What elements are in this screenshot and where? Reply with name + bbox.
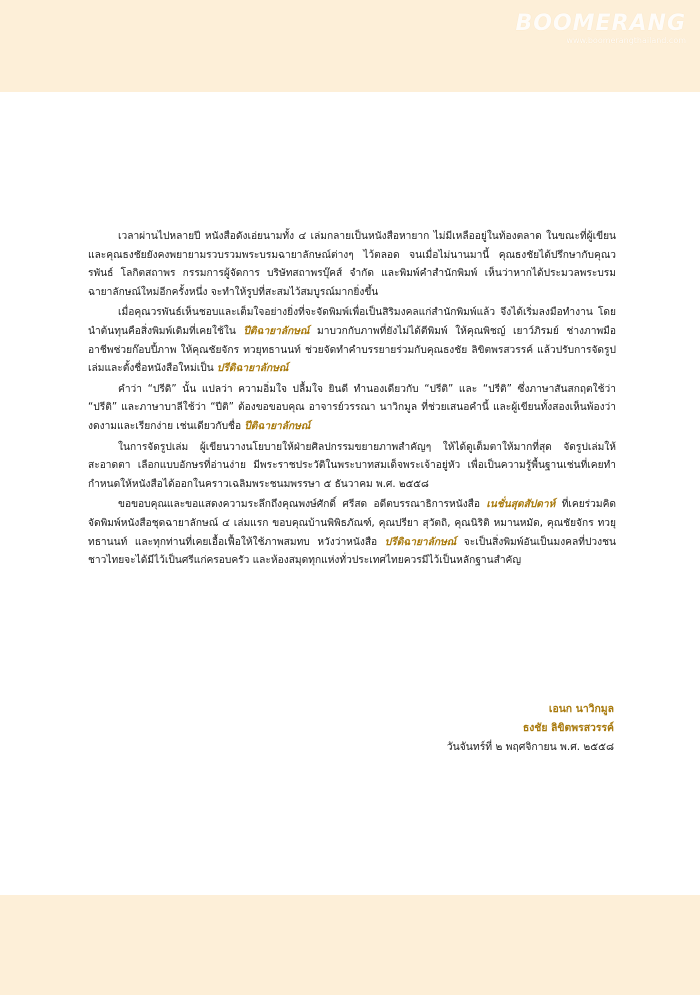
book-title-piti-2: ปีติฉายาลักษณ์ bbox=[244, 420, 311, 432]
book-title-preedi-2: ปรีดิฉายาลักษณ์ bbox=[384, 536, 457, 548]
book-title-piti: ปีติฉายาลักษณ์ bbox=[243, 325, 310, 337]
signature-date: วันจันทร์ที่ ๒ พฤศจิกายน พ.ศ. ๒๕๕๘ bbox=[446, 741, 614, 753]
watermark-logo: BOOMERANG bbox=[515, 11, 686, 36]
paragraph-2-text-b: มาบวกกับภาพที่ยังไม่ได้ตีพิมพ์ ให้คุณพิชญ์ เยาว์ภิรมย์ ช่างภาพมืออาชีพช่วยก๊อบปี้ภาพ ให้คุณชัยจักร ทวยุทธานนท์ ช่วยจัดทำคำบรรยายร่วมกับคุณธงชัย ลิขิตพรสวรรค์ แล้วปรับการจัดรูปเล่มและตั้งชื่อหนังสือใหม่เป็น bbox=[88, 325, 616, 375]
watermark-url: www.boomerangthailand.com bbox=[566, 36, 686, 45]
paragraph-2 bbox=[88, 304, 616, 378]
paragraph-2-text-a: เมื่อคุณวรพันธ์เห็นชอบและเต็มใจอย่างยิ่งที่จะจัดพิมพ์เพื่อเป็นสิริมงคลแก่สำนักพิมพ์แล้ว จึงได้เริ่มลงมือทำงาน โดยนำต้นทุนคือสิ่งพิมพ์เดิมที่เคยใช้ใน bbox=[88, 307, 616, 337]
paragraph-5-text-b: ที่เคยร่วมคิดจัดพิมพ์หนังสือชุดฉายาลักษณ์ ๔ เล่มแรก ขอบคุณบ้านพิพิธภัณฑ์, คุณปรียา สุวัตถิ, คุณนิริติ หมานหมัด, คุณชัยจักร ทวยุทธานนท์ และทุกท่านที่เคยเอื้อเฟื้อให้ใช้ภาพสมทบ หวังว่าหนังสือ bbox=[88, 499, 617, 548]
paragraph-5 bbox=[88, 496, 616, 570]
bottom-band bbox=[0, 895, 700, 995]
foreword-text bbox=[88, 228, 616, 571]
signature-block bbox=[447, 700, 614, 757]
paragraph-4-text: ในการจัดรูปเล่ม ผู้เขียนวางนโยบายให้ฝ่ายศิลปกรรมขยายภาพสำคัญๆ ให้ได้ดูเต็มตาให้มากที่สุด จัดรูปเล่มให้สะอาดตา เลือกแบบอักษรที่อ่านง่าย มีพระราชประวัติในพระบาทสมเด็จพระเจ้าอยู่หัว เพื่อเป็นความรู้พื้นฐานเช่นที่เคยทำ กำหนดให้หนังสือได้ออกในคราวเฉลิมพระชนมพรรษา ๕ ธันวาคม พ.ศ. ๒๕๕๘ bbox=[88, 441, 616, 490]
paragraph-5-text-a: ขอขอบคุณและขอแสดงความระลึกถึงคุณพงษ์ศักดิ์ ศรีสด อดีตบรรณาธิการหนังสือ bbox=[118, 499, 481, 511]
paragraph-3-text: คำว่า “ปรีดิ” นั้น แปลว่า ความอิ่มใจ ปลื้มใจ ยินดี ทำนองเดียวกับ “ปรีติ” และ “ปรีติ” ซึ่งภาษาสันสกฤตใช้ว่า “ปรีติ” และภาษาบาลีใช้ว่า “ปีติ” ต้องขอขอบคุณ อาจารย์วรรณา นาวิกมูล ที่ช่วยเสนอคำนี้ และผู้เขียนทั้งสองเห็นพ้องว่างดงามและเรียกง่าย เช่นเดียวกับชื่อ bbox=[88, 383, 616, 432]
magazine-title: เนชั่นสุดสัปดาห์ bbox=[486, 499, 556, 511]
book-title-preedi: ปรีดิฉายาลักษณ์ bbox=[216, 363, 289, 375]
paragraph-5-text-c: จะเป็นสิ่งพิมพ์อันเป็นมงคลที่ปวงชนชาวไทยจะได้มีไว้เป็นศรีแก่ครอบครัว และห้องสมุดทุกแห่งทั่วประเทศไทยควรมีไว้เป็นหลักฐานสำคัญ bbox=[88, 536, 616, 567]
author-name-2: ธงชัย ลิขิตพรสวรรค์ bbox=[522, 722, 614, 734]
paragraph-4 bbox=[88, 439, 616, 495]
paragraph-1-text: เวลาผ่านไปหลายปี หนังสือดังเอ่ยนามทั้ง ๔ เล่มกลายเป็นหนังสือหายาก ไม่มีเหลืออยู่ในท้องตลาด ในขณะที่ผู้เขียนและคุณธงชัยยังคงพยายามรวบรวมพระบรมฉายาลักษณ์ต่างๆ ไว้ตลอด จนเมื่อไม่นานมานี้ คุณธงชัยได้ปรึกษากับคุณวรพันธ์ โลกิตสถาพร กรรมการผู้จัดการ บริษัทสถาพรบุ๊คส์ จำกัด และพิมพ์คำสำนักพิมพ์ เห็นว่าหากได้ประมวลพระบรมฉายาลักษณ์ใหม่อีกครั้งหนึ่ง จะทำให้รูปที่สะสมไว้สมบูรณ์มากยิ่งขึ้น bbox=[88, 231, 616, 298]
paragraph-3 bbox=[88, 381, 616, 437]
watermark bbox=[515, 12, 686, 46]
author-name-1: เอนก นาวิกมูล bbox=[548, 703, 614, 715]
top-band bbox=[0, 0, 700, 92]
paragraph-1 bbox=[88, 228, 616, 302]
